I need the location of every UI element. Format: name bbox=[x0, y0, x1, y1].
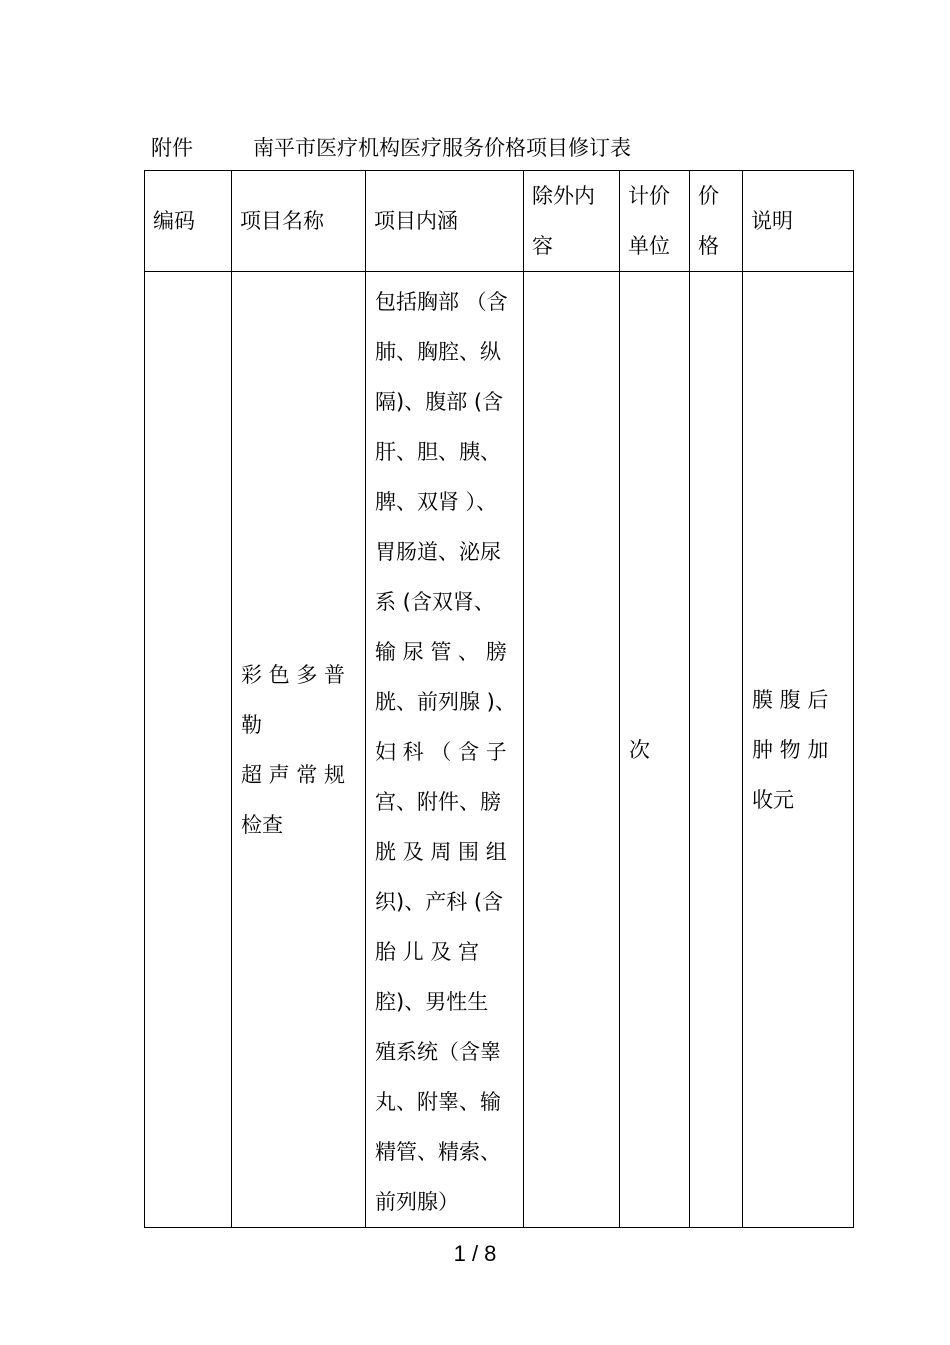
cell-line: 胃肠道、泌尿 bbox=[375, 540, 501, 564]
cell-exclusions bbox=[524, 272, 620, 1228]
page-indicator: 1 / 8 bbox=[453, 1241, 497, 1266]
cell-line: 价 bbox=[698, 184, 719, 208]
cell-line: 胎 儿 及 宫 bbox=[375, 940, 480, 964]
cell-line: 殖系统（含睾 bbox=[375, 1040, 501, 1064]
cell-price bbox=[690, 272, 743, 1228]
header-code bbox=[145, 171, 232, 272]
cell-line: 宫、附件、膀 bbox=[375, 790, 501, 814]
cell-line: 胱、前列腺 )、 bbox=[375, 690, 516, 714]
cell-line: 胱 及 周 围 组 bbox=[375, 840, 507, 864]
cell-name bbox=[232, 272, 366, 1228]
cell-line: 容 bbox=[532, 234, 553, 258]
cell-note bbox=[743, 272, 854, 1228]
document-heading bbox=[151, 132, 631, 162]
table-row bbox=[145, 272, 854, 1228]
cell-line: 妇 科 （ 含 子 bbox=[375, 740, 507, 764]
cell-line: 项目内涵 bbox=[374, 209, 458, 233]
cell-line: 项目名称 bbox=[240, 209, 324, 233]
cell-line: 肿 物 加 bbox=[752, 737, 829, 762]
header-content bbox=[366, 171, 524, 272]
header-name bbox=[232, 171, 366, 272]
cell-line: 勒 bbox=[241, 712, 262, 737]
cell-line: 单位 bbox=[628, 234, 670, 258]
cell-line: 收元 bbox=[752, 787, 794, 812]
cell-line: 脾、双肾 ）、 bbox=[375, 490, 498, 514]
cell-line: 编码 bbox=[153, 209, 195, 233]
cell-line: 超 声 常 规 bbox=[241, 762, 346, 787]
cell-line: 织)、产科 (含 bbox=[375, 890, 504, 914]
attachment-label: 附件 bbox=[151, 136, 193, 160]
header-unit bbox=[620, 171, 690, 272]
price-revision-table bbox=[144, 170, 854, 1228]
cell-line: 系 (含双肾、 bbox=[375, 590, 495, 614]
header-note bbox=[743, 171, 854, 272]
cell-line: 说明 bbox=[751, 209, 793, 233]
cell-line: 肺、胸腔、纵 bbox=[375, 340, 501, 364]
cell-line: 丸、附睾、输 bbox=[375, 1090, 501, 1114]
cell-line: 膜 腹 后 bbox=[752, 687, 829, 712]
cell-line: 除外内 bbox=[532, 184, 595, 208]
cell-line: 隔)、腹部 (含 bbox=[375, 390, 504, 414]
cell-unit bbox=[620, 272, 690, 1228]
cell-line: 输 尿 管 、 膀 bbox=[375, 640, 507, 664]
cell-line: 腔)、男性生 bbox=[375, 990, 489, 1014]
cell-line: 检查 bbox=[241, 812, 283, 837]
cell-line: 前列腺） bbox=[375, 1190, 459, 1214]
table-header-row bbox=[145, 171, 854, 272]
cell-line: 彩 色 多 普 bbox=[241, 662, 346, 687]
cell-line: 计价 bbox=[628, 184, 670, 208]
cell-line: 格 bbox=[698, 234, 719, 258]
cell-line: 包括胸部 （含 bbox=[375, 290, 508, 314]
header-exclusions bbox=[524, 171, 620, 272]
document-title: 南平市医疗机构医疗服务价格项目修订表 bbox=[253, 136, 631, 160]
cell-code bbox=[145, 272, 232, 1228]
cell-line: 肝、胆、胰、 bbox=[375, 440, 501, 464]
cell-line: 精管、精索、 bbox=[375, 1140, 501, 1164]
header-price bbox=[690, 171, 743, 272]
cell-line: 次 bbox=[629, 737, 650, 762]
cell-content bbox=[366, 272, 524, 1228]
